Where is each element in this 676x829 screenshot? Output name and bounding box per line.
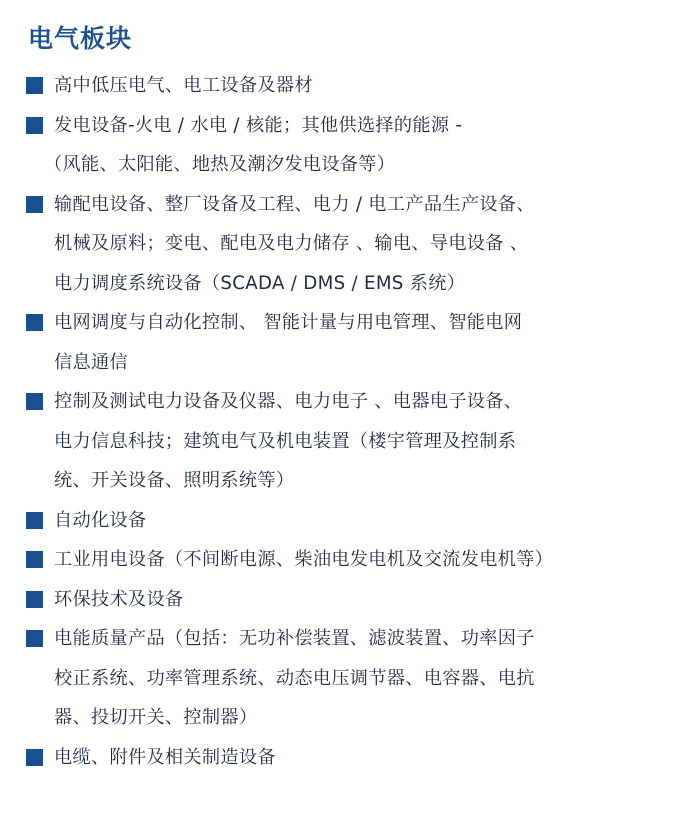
item-line: 电网调度与自动化控制、 智能计量与用电管理、智能电网 xyxy=(54,312,523,333)
item-line: 电力信息科技；建筑电气及机电装置（楼宇管理及控制系 xyxy=(54,430,517,452)
item-line: 发电设备-火电 / 水电 / 核能；其他供选择的能源 - xyxy=(54,114,463,136)
list-item xyxy=(26,619,656,738)
square-bullet-icon xyxy=(26,393,43,410)
item-line: 输配电设备、整厂设备及工程、电力 / 电工产品生产设备、 xyxy=(54,193,535,215)
list-item xyxy=(26,738,656,778)
list-item xyxy=(26,66,656,106)
list-item xyxy=(26,106,656,185)
square-bullet-icon xyxy=(26,630,43,647)
item-line: 高中低压电气、电工设备及器材 xyxy=(54,75,313,96)
category-list xyxy=(26,66,656,777)
item-line: 环保技术及设备 xyxy=(54,588,184,610)
square-bullet-icon xyxy=(26,196,43,213)
item-line: 机械及原料；变电、配电及电力储存 、输电、导电设备 、 xyxy=(54,233,529,254)
item-line: 电能质量产品（包括：无功补偿装置、滤波装置、功率因子 xyxy=(54,628,535,649)
square-bullet-icon xyxy=(26,749,43,766)
item-line: （风能、太阳能、地热及潮汐发电设备等） xyxy=(44,154,396,175)
list-item xyxy=(26,540,656,580)
square-bullet-icon xyxy=(26,77,43,94)
square-bullet-icon xyxy=(26,512,43,529)
list-item xyxy=(26,382,656,501)
item-line: 信息通信 xyxy=(54,351,128,373)
item-line: 校正系统、功率管理系统、动态电压调节器、电容器、电抗 xyxy=(54,667,535,689)
square-bullet-icon xyxy=(26,117,43,134)
list-item xyxy=(26,501,656,541)
item-line: 统、开关设备、照明系统等） xyxy=(54,470,295,491)
item-line: 自动化设备 xyxy=(54,509,147,531)
item-line: 器、投切开关、控制器） xyxy=(54,707,258,728)
item-line: 工业用电设备（不间断电源、柴油电发电机及交流发电机等） xyxy=(54,549,554,570)
list-item xyxy=(26,580,656,620)
square-bullet-icon xyxy=(26,591,43,608)
list-item xyxy=(26,303,656,382)
item-line: 控制及测试电力设备及仪器、电力电子 、电器电子设备、 xyxy=(54,391,523,412)
square-bullet-icon xyxy=(26,551,43,568)
item-line: 电力调度系统设备（SCADA / DMS / EMS 系统） xyxy=(54,272,466,294)
list-item xyxy=(26,185,656,304)
section-title: 电气板块 xyxy=(28,24,133,53)
square-bullet-icon xyxy=(26,314,43,331)
item-line: 电缆、附件及相关制造设备 xyxy=(54,746,276,768)
